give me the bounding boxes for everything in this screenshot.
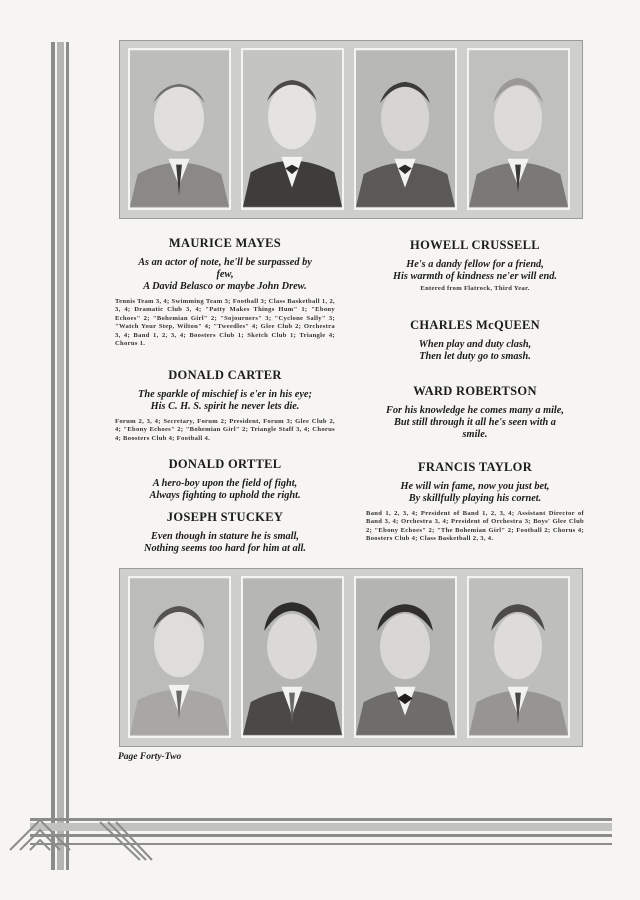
- motto: [366, 481, 584, 505]
- motto-line: Then let duty go to smash.: [419, 351, 531, 362]
- activities: Forum 2, 3, 4; Secretary, Forum 2; President, Forum 3; Glee Club 2, 4; "Ebony Echoes" 2; "Bohemian Girl" 2; Triangle Staff 3, 4; Chorus 4; Boosters Club 4; Football 4.: [115, 418, 335, 442]
- student-name: FRANCIS TAYLOR: [417, 460, 533, 474]
- motto-line: But still through it all he's seen with a: [394, 417, 556, 428]
- top-portrait-strip: [119, 40, 583, 219]
- senior-entry: [366, 384, 584, 441]
- left-vertical-rule: [51, 42, 69, 870]
- motto-line: For his knowledge he comes many a mile,: [386, 405, 564, 416]
- motto: [115, 257, 335, 293]
- senior-entry: [366, 238, 584, 293]
- senior-entry: [115, 510, 335, 555]
- motto: [115, 389, 335, 413]
- motto-line: A David Belasco or maybe John Drew.: [143, 281, 307, 292]
- student-name: JOSEPH STUCKEY: [166, 510, 284, 524]
- portrait-image: [356, 50, 455, 208]
- motto: [366, 339, 584, 363]
- motto-line: Nothing seems too hard for him at all.: [144, 543, 306, 554]
- bottom-portrait-strip: [119, 568, 583, 747]
- portrait-image: [356, 578, 455, 736]
- portrait-photo: [128, 48, 231, 210]
- motto-line: As an actor of note, he'll be surpassed by: [138, 257, 312, 268]
- motto: [366, 259, 584, 283]
- activities: Entered from Flatrock, Third Year.: [420, 285, 530, 292]
- motto-line: A hero-boy upon the field of fight,: [152, 478, 298, 489]
- activities: Tennis Team 3, 4; Swimming Team 3; Football 3; Class Basketball 1, 2, 3, 4; Dramatic Club 3, 4; "Patty Makes Things Hum" 1; "Ebony Echoes" 2; "Bohemian Girl" 2; "Sojourners" 3; "Cyclone Sally" 3; "Watch Your Step, Wilton" 4; "Tweedles" 4; Glee Club 2; Orchestra 3, 4; Band 1, 2, 3, 4; Boosters Club 1; Sketch Club 1; Triangle 4; Chorus 1.: [115, 298, 335, 348]
- student-name: WARD ROBERTSON: [413, 384, 537, 398]
- portrait-image: [469, 50, 568, 208]
- senior-entry: [115, 368, 335, 443]
- student-name: CHARLES McQUEEN: [410, 318, 540, 332]
- portrait-image: [243, 50, 342, 208]
- motto: [115, 531, 335, 555]
- student-name: MAURICE MAYES: [168, 236, 282, 250]
- motto-line: smile.: [462, 429, 488, 440]
- senior-entry: [115, 457, 335, 502]
- motto-line: His warmth of kindness ne'er will end.: [393, 271, 557, 282]
- activities: Band 1, 2, 3, 4; President of Band 1, 2, 3, 4; Assistant Director of Band 3, 4; Orchestra 3, 4; President of Orchestra 3; Boys' Glee Club 2; "Ebony Echoes" 2; "The Bohemian Girl" 2; Football 2; Chorus 4; Boosters Club 4; Class Basketball 2, 3, 4.: [366, 510, 584, 543]
- student-name: DONALD CARTER: [168, 368, 282, 382]
- motto-line: When play and duty clash,: [418, 339, 532, 350]
- portrait-image: [130, 578, 229, 736]
- portrait-photo: [354, 48, 457, 210]
- motto-line: He will win fame, now you just bet,: [400, 481, 550, 492]
- portrait-photo: [467, 48, 570, 210]
- motto-line: He's a dandy fellow for a friend,: [406, 259, 544, 270]
- student-name: DONALD ORTTEL: [168, 457, 282, 471]
- motto-line: Even though in stature he is small,: [151, 531, 299, 542]
- portrait-image: [243, 578, 342, 736]
- art-deco-corner-ornament: [0, 760, 200, 900]
- senior-entry: [115, 236, 335, 348]
- page-number: Page Forty-Two: [118, 752, 182, 762]
- motto-line: His C. H. S. spirit he never lets die.: [150, 401, 300, 412]
- motto: [366, 405, 584, 441]
- motto: [115, 478, 335, 502]
- senior-entry: [366, 318, 584, 363]
- portrait-image: [469, 578, 568, 736]
- portrait-photo: [128, 576, 231, 738]
- motto-line: Always fighting to uphold the right.: [149, 490, 301, 501]
- portrait-photo: [241, 48, 344, 210]
- portrait-image: [130, 50, 229, 208]
- portrait-photo: [467, 576, 570, 738]
- motto-line: By skillfully playing his cornet.: [408, 493, 542, 504]
- student-name: HOWELL CRUSSELL: [410, 238, 540, 252]
- portrait-photo: [354, 576, 457, 738]
- motto-line: The sparkle of mischief is e'er in his eye;: [138, 389, 312, 400]
- motto-line: few,: [216, 269, 234, 280]
- senior-entry: [366, 460, 584, 544]
- portrait-photo: [241, 576, 344, 738]
